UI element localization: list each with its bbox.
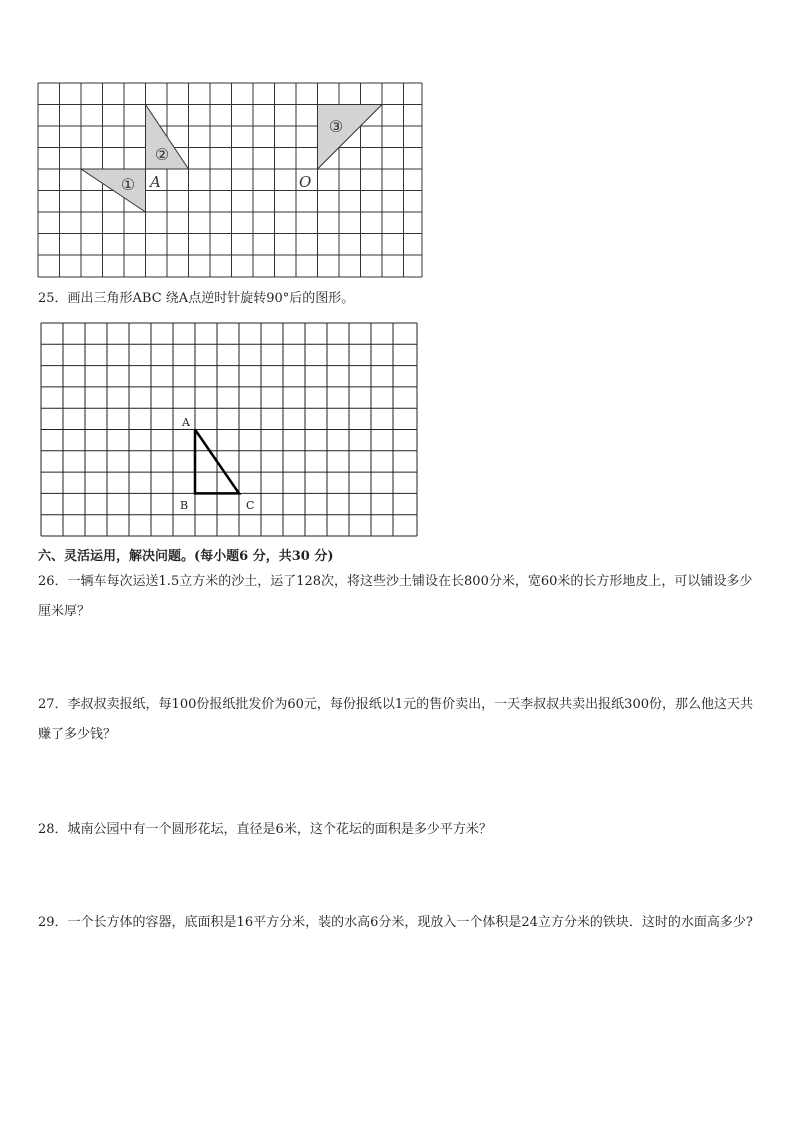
section-6-heading: 六、灵活运用，解决问题。(每小题6 分，共30 分) — [38, 549, 334, 564]
vertex-a-label: A — [182, 416, 190, 429]
grid-lines — [41, 323, 417, 536]
vertex-c-label: C — [246, 499, 255, 512]
point-a-label: A — [150, 173, 161, 191]
triangle-3-label: ③ — [328, 117, 344, 136]
question-25: 25．画出三角形ABC 绕A点逆时针旋转90°后的图形。 — [38, 291, 355, 306]
figure-rotation-grid — [36, 80, 426, 280]
question-27: 27．李叔叔卖报纸，每100份报纸批发价为60元，每份报纸以1元的售价卖出，一天李叔叔共卖出报纸300份，那么他这天共赚了多少钱？ — [38, 697, 753, 742]
triangle-2-label: ② — [154, 145, 170, 164]
triangle-3 — [318, 105, 383, 170]
question-26: 26．一辆车每次运送1.5立方米的沙土，运了128次，将这些沙土铺设在长800分米，宽60米的长方形地皮上，可以铺设多少厘米厚？ — [38, 574, 753, 619]
point-o-label: O — [299, 173, 312, 191]
vertex-b-label: B — [180, 499, 189, 512]
figure-triangle-abc-grid — [38, 320, 423, 540]
question-28: 28．城南公园中有一个圆形花坛，直径是6米，这个花坛的面积是多少平方米？ — [38, 822, 492, 837]
triangle-1-label: ① — [120, 175, 136, 194]
question-29: 29．一个长方体的容器，底面积是16平方分米，装的水高6分米，现放入一个体积是24立方分米的铁块．这时的水面高多少? — [38, 915, 753, 930]
